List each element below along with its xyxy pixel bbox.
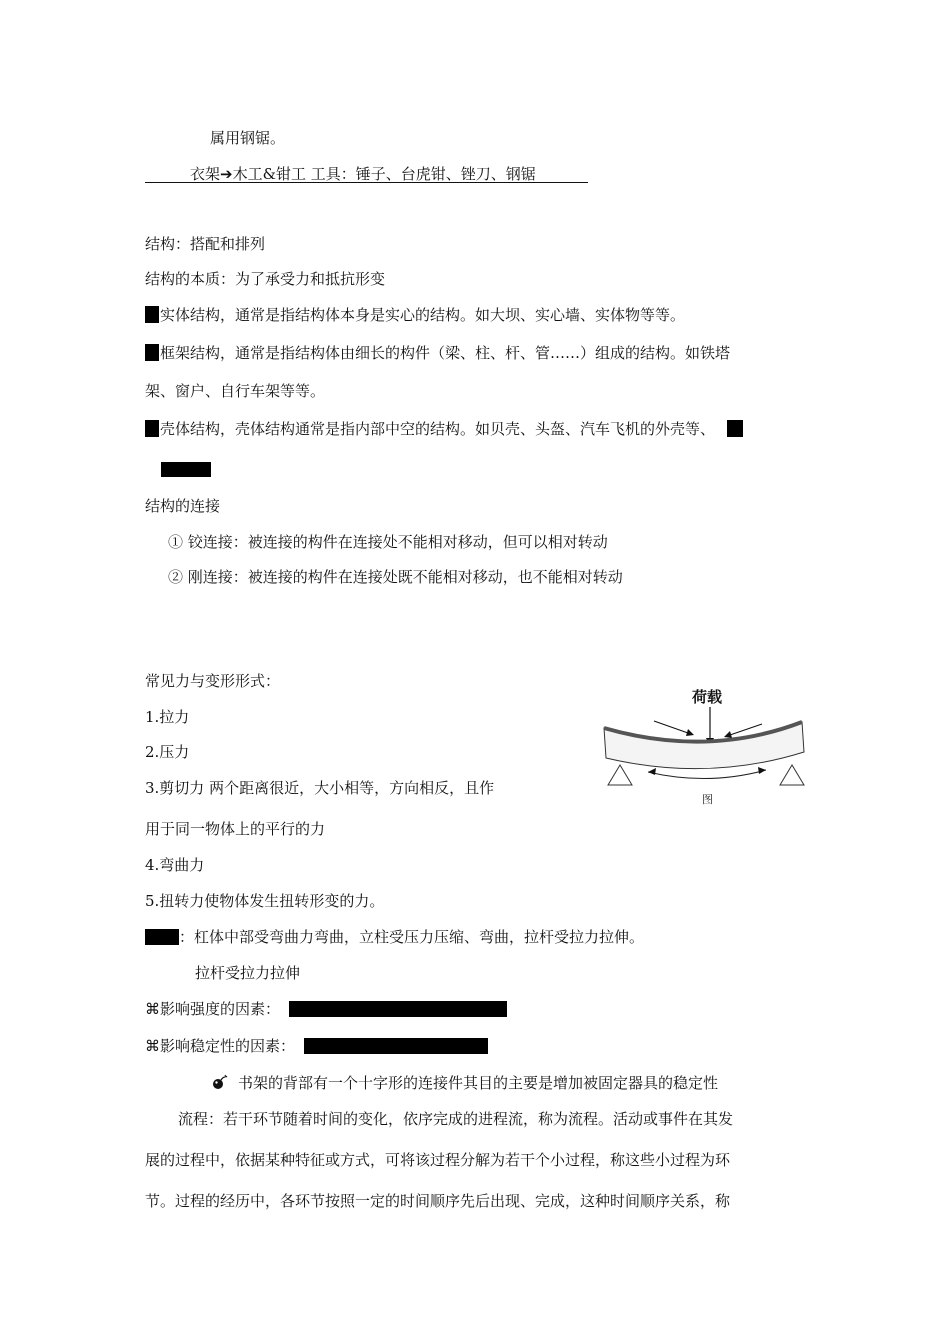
text-line: 2.压力 [145, 743, 190, 761]
text-line [145, 927, 644, 947]
text-line: 3.剪切力 两个距离很近，大小相等，方向相反，且作 [145, 779, 495, 797]
arrow-icon: ➔ [220, 165, 233, 183]
text-line [212, 1073, 718, 1093]
text-segment: 实体结构，通常是指结构体本身是实心的结构。如大坝、实心墙、实体物等等。 [160, 306, 686, 324]
text-line: 结构：搭配和排列 [145, 235, 266, 253]
bullet-square-icon [145, 420, 159, 437]
text-line [145, 419, 744, 439]
bullet-square-icon [727, 420, 743, 437]
figure-caption: 图 [702, 793, 713, 806]
text-segment: 衣架 [190, 165, 221, 183]
bullet-square-icon [145, 344, 159, 361]
text-line: 4.弯曲力 [145, 856, 205, 874]
text-segment: 书架的背部有一个十字形的连接件其目的主要是增加被固定器具的稳定性 [238, 1074, 719, 1092]
text-segment: 壳体结构，壳体结构通常是指内部中空的结构。如贝壳、头盔、汽车飞机的外壳等、 [160, 420, 716, 438]
support-triangle-left [608, 765, 632, 785]
paragraph-line: 节。过程的经历中，各环节按照一定的时间顺序先后出现、完成，这种时间顺序关系，称 [145, 1192, 731, 1210]
arrowhead-icon [758, 767, 766, 774]
text-line: 常见力与变形形式： [145, 672, 281, 690]
redaction-bar [289, 1001, 507, 1017]
compression-arrow-left [654, 721, 688, 733]
text-line: ② 刚连接：被连接的构件在连接处既不能相对移动，也不能相对转动 [168, 568, 623, 586]
figure-load-label: 荷载 [692, 688, 723, 706]
command-key-icon: ⌘ [145, 1000, 160, 1018]
command-key-icon: ⌘ [145, 1037, 160, 1055]
underline-rule [145, 182, 588, 183]
beam-load-figure [596, 680, 816, 810]
text-line: 架、窗户、自行车架等等。 [145, 382, 326, 400]
arrowhead-icon [724, 731, 732, 738]
text-line: 用于同一物体上的平行的力 [145, 820, 326, 838]
text-segment: 影响稳定性的因素： [160, 1037, 296, 1055]
redaction-bar [145, 929, 179, 945]
redaction-bar [161, 462, 211, 477]
text-line: 结构的本质：为了承受力和抵抗形变 [145, 270, 386, 288]
bullet-square-icon [145, 306, 159, 323]
text-line: 结构的连接 [145, 497, 221, 515]
arrowhead-icon [686, 729, 694, 736]
text-line [145, 1036, 488, 1056]
text-segment: ：杠体中部受弯曲力弯曲，立柱受压力压缩、弯曲，拉杆受拉力拉伸。 [179, 928, 645, 946]
paragraph-line: 展的过程中，依据某种特征或方式，可将该过程分解为若干个小过程，称这些小过程为环 [145, 1151, 731, 1169]
tension-arc [648, 770, 766, 779]
paragraph-line: 流程：若干环节随着时间的变化，依序完成的进程流，称为流程。活动或事件在其发 [178, 1110, 734, 1128]
text-segment: 影响强度的因素： [160, 1000, 281, 1018]
text-line: 5.扭转力使物体发生扭转形变的力。 [145, 892, 385, 910]
text-segment: 木工&钳工 工具：锤子、台虎钳、锉刀、钢锯 [232, 165, 536, 183]
support-triangle-right [780, 765, 804, 785]
beam-body [604, 722, 804, 769]
text-line: 1.拉力 [145, 708, 190, 726]
text-line: 属用钢锯。 [210, 129, 286, 147]
text-line: 拉杆受拉力拉伸 [195, 964, 301, 982]
arrowhead-icon [648, 768, 656, 775]
text-segment: 框架结构，通常是指结构体由细长的构件（梁、柱、杆、管……）组成的结构。如铁塔 [160, 344, 731, 362]
text-line [145, 343, 730, 363]
text-line-underlined [190, 164, 536, 184]
redaction-bar [304, 1038, 488, 1054]
text-line [145, 305, 685, 325]
text-line: ① 铰连接：被连接的构件在连接处不能相对移动，但可以相对转动 [168, 533, 608, 551]
text-line [145, 999, 507, 1019]
bomb-icon [212, 1074, 228, 1090]
